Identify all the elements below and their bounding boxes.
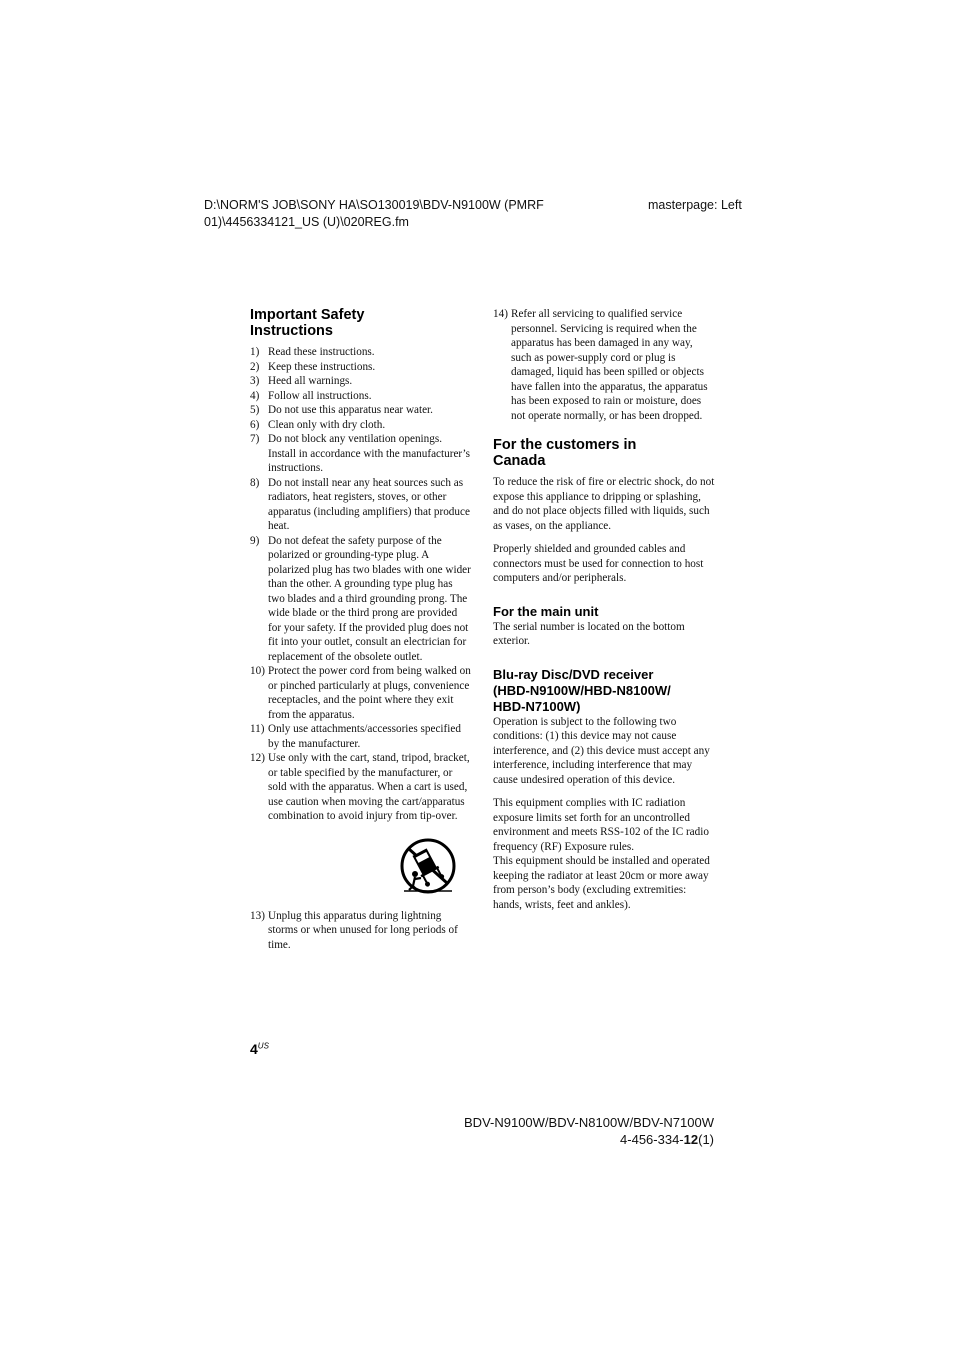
page-number <box>250 1041 269 1057</box>
page-number-suffix: US <box>257 1041 269 1051</box>
item-number: 4) <box>250 389 260 402</box>
item-text: Do not use this apparatus near water. <box>268 404 433 416</box>
masterpage-label: masterpage: Left <box>648 198 742 212</box>
tip-over-icon <box>400 838 456 894</box>
list-item <box>250 403 472 418</box>
receiver-heading <box>493 667 715 715</box>
canada-heading-line2: Canada <box>493 453 546 469</box>
receiver-heading-line3: HBD-N7100W) <box>493 698 581 714</box>
item-number: 14) <box>493 308 508 320</box>
canada-heading-line1: For the customers in <box>493 437 637 453</box>
item-number: 1) <box>250 346 260 358</box>
item-text: Follow all instructions. <box>268 389 372 402</box>
file-path-header <box>204 197 624 231</box>
item-text: Read these instructions. <box>268 346 375 358</box>
canada-paragraph-2: Properly shielded and grounded cables and connectors must be used for connection to host computers and/or peripherals. <box>493 543 704 584</box>
safety-heading <box>250 307 472 339</box>
safety-list-continued <box>250 909 472 953</box>
item-number: 2) <box>250 360 260 373</box>
item-number: 12) <box>250 752 265 764</box>
list-item <box>250 534 472 665</box>
safety-heading-line2: Instructions <box>250 323 333 339</box>
item-text: Do not defeat the safety purpose of the polarized or grounding-type plug. A polarized plug has two blades with one wider than the other. A grounding type plug has two blades and a third grounding prong. The wide blade or the third prong are provided for your safety. If the provided plug does not fit into your outlet, consult an electrician for replacement of the obsolete outlet. <box>268 534 471 663</box>
list-item <box>250 751 472 824</box>
footer-model-info <box>464 1114 714 1148</box>
list-item <box>250 432 472 476</box>
safety-list <box>250 345 472 824</box>
receiver-paragraph-2b: This equipment should be installed and operated keeping the radiator at least 20cm or more away from person’s body (excluding extremities: hands, wrists, feet and ankles). <box>493 855 710 911</box>
item-text: Only use attachments/accessories specified by the manufacturer. <box>268 723 461 750</box>
list-item <box>493 307 715 423</box>
item-text: Use only with the cart, stand, tripod, bracket, or table specified by the manufacturer, or sold with the apparatus. When a cart is used, use caution when moving the cart/apparatus combination to avoid injury from tip-over. <box>268 752 470 822</box>
safety-heading-line1: Important Safety <box>250 307 365 323</box>
receiver-heading-line1: Blu-ray Disc/DVD receiver <box>493 666 654 682</box>
list-item <box>250 374 472 389</box>
item-number: 6) <box>250 418 260 431</box>
receiver-paragraph-2a: This equipment complies with IC radiation exposure limits set forth for an uncontrolled environment and meets RSS-102 of the IC radio frequency (RF) Exposure rules. <box>493 797 709 853</box>
item-text: Heed all warnings. <box>268 375 353 387</box>
page-number-value: 4 <box>250 1041 258 1057</box>
list-item <box>250 664 472 722</box>
item-text: Do not install near any heat sources such as radiators, heat registers, stoves, or other apparatus (including amplifiers) that produce heat. <box>268 476 470 532</box>
list-item <box>250 418 472 433</box>
item-text: Clean only with dry cloth. <box>268 418 386 431</box>
list-item <box>250 909 472 953</box>
left-column <box>250 307 472 952</box>
item-number: 13) <box>250 909 265 922</box>
item-number: 5) <box>250 404 260 416</box>
footer-code-suffix: (1) <box>698 1132 714 1147</box>
item-number: 7) <box>250 433 260 445</box>
cart-warning-icon <box>250 838 472 899</box>
right-column <box>493 307 715 912</box>
canada-heading <box>493 437 715 469</box>
item-text: Keep these instructions. <box>268 360 376 373</box>
safety-list-item14 <box>493 307 715 423</box>
list-item <box>250 360 472 375</box>
item-number: 8) <box>250 476 260 489</box>
item-text: Unplug this apparatus during lightning storms or when unused for long periods of time. <box>268 909 458 951</box>
item-number: 3) <box>250 375 260 387</box>
list-item <box>250 345 472 360</box>
file-path-line1: D:\NORM'S JOB\SONY HA\SO130019\BDV-N9100W (PMRF <box>204 198 544 212</box>
receiver-heading-line2: (HBD-N9100W/HBD-N8100W/ <box>493 682 671 698</box>
item-text: Protect the power cord from being walked on or pinched particularly at plugs, convenience receptacles, and the point where they exit from the apparatus. <box>268 665 471 721</box>
footer-code-bold: 12 <box>683 1132 699 1147</box>
main-unit-text: The serial number is located on the bottom exterior. <box>493 620 685 647</box>
canada-paragraph-1: To reduce the risk of fire or electric shock, do not expose this appliance to dripping or splashing, and do not place objects filled with liquids, such as vases, on the appliance. <box>493 476 715 532</box>
item-text: Refer all servicing to qualified service personnel. Servicing is required when the apparatus has been damaged in any way, such as power-supply cord or plug is damaged, liquid has been spilled or objects have fallen into the apparatus, the apparatus has been exposed to rain or moisture, does not operate normally, or has been dropped. <box>511 308 708 422</box>
footer-code <box>464 1131 714 1148</box>
item-text: Do not block any ventilation openings. Install in accordance with the manufacturer’s instructions. <box>268 433 471 474</box>
item-number: 9) <box>250 534 260 547</box>
footer-models: BDV-N9100W/BDV-N8100W/BDV-N7100W <box>464 1115 714 1130</box>
list-item <box>250 722 472 751</box>
item-number: 10) <box>250 665 265 677</box>
list-item <box>250 476 472 534</box>
list-item <box>250 389 472 404</box>
file-path-line2: 01)\4456334121_US (U)\020REG.fm <box>204 215 409 229</box>
main-unit-heading: For the main unit <box>493 603 599 619</box>
item-number: 11) <box>250 723 265 735</box>
footer-code-prefix: 4-456-334- <box>620 1132 684 1147</box>
receiver-paragraph-1: Operation is subject to the following two conditions: (1) this device may not cause interference, and (2) this device must accept any interference, including interference that may cause undesired operation of this device. <box>493 715 710 786</box>
